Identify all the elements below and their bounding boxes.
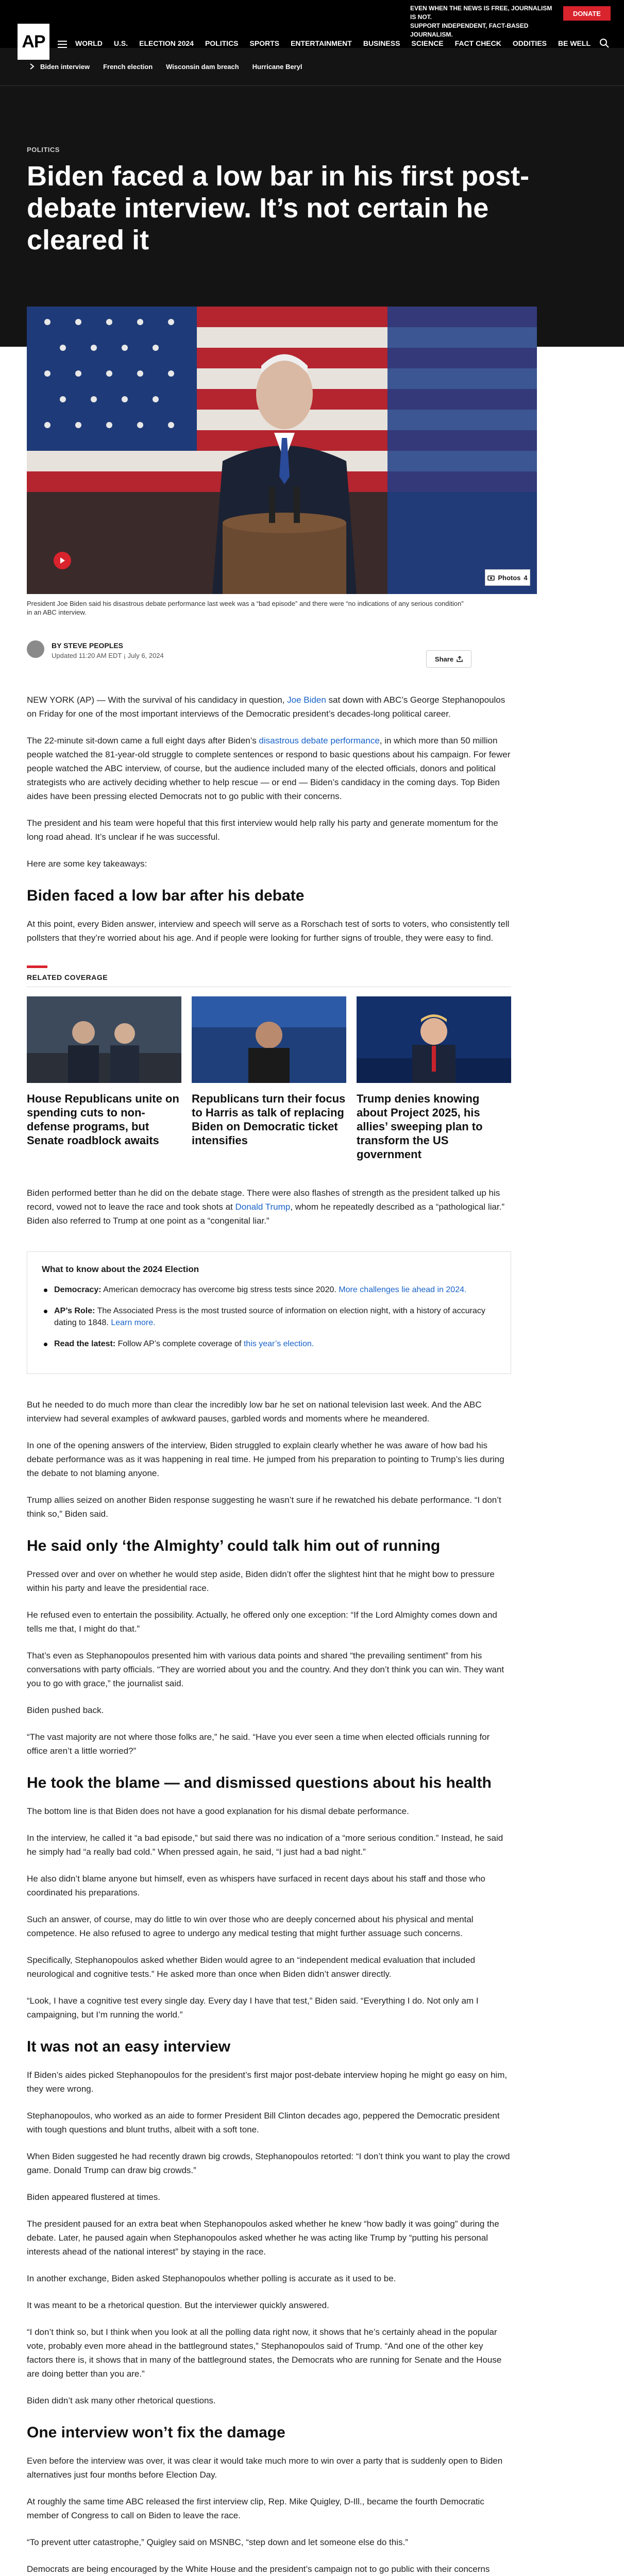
related-coverage — [27, 965, 511, 1161]
text-span: The Associated Press is the most trusted source of information on election night, with a history of accuracy dating to 1848. — [54, 1307, 485, 1327]
related-card[interactable] — [192, 996, 346, 1161]
section-heading: Biden faced a low bar after his debate — [27, 887, 305, 904]
camera-icon — [487, 574, 495, 581]
article-body — [27, 693, 511, 2576]
trending-nav — [0, 48, 624, 86]
promo-line-1: EVEN WHEN THE NEWS IS FREE, JOURNALISM IS NOT. — [410, 5, 552, 21]
photo-caption: President Joe Biden said his disastrous debate performance last week was a “bad episode” and there were “no indications of any serious condition” in an ABC interview. — [27, 600, 464, 616]
promo-line-2: SUPPORT INDEPENDENT, FACT-BASED JOURNALISM. — [410, 22, 529, 38]
paragraph: Democrats are being encouraged by the White House and the president’s campaign not to go public with their concerns — [27, 2564, 490, 2574]
section-label[interactable]: POLITICS — [27, 146, 60, 154]
paragraph: When Biden suggested he had recently drawn big crowds, Stephanopoulos retorted: “I don’t think you want to play the crowd game. Donald Trump can draw big crowds.” — [27, 2151, 510, 2175]
paragraph: The bottom line is that Biden does not have a good explanation for his dismal debate performance. — [27, 1806, 409, 1816]
donate-button[interactable]: DONATE — [563, 6, 611, 21]
trending-french-election[interactable]: French election — [103, 63, 153, 71]
paragraph — [27, 693, 511, 721]
link-donald-trump[interactable]: Donald Trump — [235, 1202, 291, 1212]
info-item-label: Democracy: — [54, 1285, 102, 1294]
paragraph: He also didn’t blame anyone but himself, even as whispers have surfaced in recent days about his staff and those who coordinated his preparations. — [27, 1874, 485, 1897]
text-span: American democracy has overcome big stress tests since 2020. — [101, 1285, 339, 1294]
author-name[interactable]: BY STEVE PEOPLES — [52, 641, 124, 650]
info-item — [42, 1305, 496, 1329]
related-card-title[interactable]: Republicans turn their focus to Harris as talk of replacing Biden on Democratic ticket intensifies — [192, 1092, 346, 1147]
photos-gallery-button[interactable] — [485, 569, 530, 586]
section-heading: He took the blame — and dismissed questions about his health — [27, 1774, 492, 1791]
related-thumbnail-image — [27, 996, 181, 1083]
paragraph — [27, 734, 511, 803]
paragraph: The president and his team were hopeful that this first interview would help rally his party and generate momentum for the long road ahead. It’s unclear if he was successful. — [27, 818, 498, 842]
link-election-coverage[interactable]: this year’s election. — [243, 1340, 314, 1348]
related-thumbnail-image — [192, 996, 346, 1083]
related-card-title[interactable]: House Republicans unite on spending cuts to non-defense programs, but Senate roadblock awaits — [27, 1092, 179, 1147]
paragraph: In the interview, he called it “a bad episode,” but said there was no indication of a “more serious condition.” Instead, he said he simply had “a really bad cold.” When pressed again, he said, “I just had a bad night.” — [27, 1833, 503, 1857]
info-item — [42, 1338, 496, 1350]
link-joe-biden[interactable]: Joe Biden — [287, 695, 326, 705]
ap-logo[interactable]: AP — [18, 24, 49, 60]
paragraph: In another exchange, Biden asked Stephanopoulos whether polling is accurate as it used to be. — [27, 2274, 396, 2283]
paragraph: It was meant to be a rhetorical question. But the interviewer quickly answered. — [27, 2300, 329, 2310]
related-card[interactable] — [27, 996, 181, 1161]
text-span: NEW YORK (AP) — With the survival of his candidacy in question, — [27, 695, 288, 705]
share-label: Share — [434, 655, 454, 663]
paragraph: That’s even as Stephanopoulos presented him with various data points and shared “the prevailing sentiment” from his conversations with party officials. “They are worried about you and the country. And they don’t think you can win. They want you to go with grace,” the journalist said. — [27, 1651, 504, 1688]
text-span: , in which more than 50 million people watched the 81-year-old struggle to complete sentences or respond to basic questions about his campaign. For fewer people watched the ABC interview, of course, but the audience included many of the elected officials, donors and political strategists who are actively deciding whether to help rescue — or end — Biden’s candidacy in the coming days. Top Biden aides have been pressing elected Democrats not to go public with their concerns. — [27, 736, 511, 801]
nav-politics[interactable]: POLITICS — [205, 39, 239, 47]
nav-entertainment[interactable]: ENTERTAINMENT — [291, 39, 352, 47]
paragraph: “To prevent utter catastrophe,” Quigley said on MSNBC, “step down and let someone else do this.” — [27, 2537, 408, 2547]
nav-business[interactable]: BUSINESS — [363, 39, 400, 47]
trending-biden-interview[interactable]: Biden interview — [40, 63, 90, 71]
text-span: Follow AP’s complete coverage of — [115, 1340, 244, 1348]
related-card-title[interactable]: Trump denies knowing about Project 2025, his allies’ sweeping plan to transform the US government — [357, 1092, 483, 1161]
hero-section — [0, 48, 624, 347]
promo-text — [410, 4, 554, 39]
paragraph: “Look, I have a cognitive test every single day. Every day I have that test,” Biden said. “Everything I do. Not only am I campaigning, but I’m running the world.” — [27, 1996, 479, 2020]
paragraph: “The vast majority are not where those folks are,” he said. “Have you ever seen a time when elected officials running for office aren’t a little worried?” — [27, 1732, 490, 1756]
trending-hurricane-beryl[interactable]: Hurricane Beryl — [252, 63, 302, 71]
paragraph: Biden pushed back. — [27, 1705, 104, 1715]
paragraph: At roughly the same time ABC released the first interview clip, Rep. Mike Quigley, D-Ill., became the fourth Democratic member of Congress to call on Biden to leave the race. — [27, 2497, 484, 2520]
nav-oddities[interactable]: ODDITIES — [512, 39, 547, 47]
nav-world[interactable]: WORLD — [75, 39, 103, 47]
section-heading: It was not an easy interview — [27, 2038, 231, 2055]
lead-photo[interactable] — [27, 307, 537, 594]
related-card[interactable] — [357, 996, 511, 1161]
paragraph: He refused even to entertain the possibility. Actually, he offered only one exception: “If the Lord Almighty comes down and tells me that, I might do that.” — [27, 1610, 497, 1634]
share-icon — [457, 656, 463, 662]
paragraph: The president paused for an extra beat when Stephanopoulos asked whether he knew “how badly it was going” during the debate. Later, he paused again when Stephanopoulos asked whether he was acting like Trump by “putting his personal interests ahead of the national interest” by staying in the race. — [27, 2219, 499, 2257]
share-button[interactable] — [426, 650, 471, 668]
nav-sports[interactable]: SPORTS — [249, 39, 280, 47]
paragraph: Biden appeared flustered at times. — [27, 2192, 160, 2202]
related-title: RELATED COVERAGE — [27, 973, 511, 987]
text-span: sat down with ABC’s George Stephanopoulos on Friday for one of the most important interviews of the Democratic president’s decades-long political career. — [27, 695, 505, 719]
flag-backdrop-image — [27, 307, 537, 594]
chevron-right-icon — [29, 63, 35, 70]
text-span: The 22-minute sit-down came a full eight days after Biden’s — [27, 736, 259, 745]
info-item-label: Read the latest: — [54, 1340, 116, 1348]
nav-science[interactable]: SCIENCE — [411, 39, 444, 47]
accent-bar — [27, 965, 47, 968]
trending-wisconsin-dam[interactable]: Wisconsin dam breach — [166, 63, 239, 71]
paragraph: Biden didn’t ask many other rhetorical questions. — [27, 2396, 216, 2405]
top-bar — [0, 0, 624, 48]
paragraph: Trump allies seized on another Biden response suggesting he wasn’t sure if he rewatched his debate performance. “I don’t think so,” Biden said. — [27, 1495, 501, 1519]
section-heading: He said only ‘the Almighty’ could talk him out of running — [27, 1537, 441, 1554]
paragraph: Pressed over and over on whether he would step aside, Biden didn’t offer the slightest hint that he might bow to pressure within his party and leave the presidential race. — [27, 1569, 495, 1593]
nav-be-well[interactable]: BE WELL — [558, 39, 591, 47]
nav-us[interactable]: U.S. — [113, 39, 128, 47]
section-heading: One interview won’t fix the damage — [27, 2424, 285, 2441]
paragraph: Even before the interview was over, it was clear it would take much more to win over a party that is suddenly open to Biden alternatives just four months before Election Day. — [27, 2456, 503, 2480]
link-learn-more[interactable]: Learn more. — [111, 1318, 156, 1327]
paragraph: Stephanopoulos, who worked as an aide to former President Bill Clinton decades ago, peppered the Democratic president with tough questions and blunt truths, albeit with a soft tone. — [27, 2111, 500, 2134]
updated-date: Updated 11:20 AM EDT ¡ July 6, 2024 — [52, 652, 164, 659]
text-span: Biden performed better than he did on the debate stage. There were also flashes of strength as the president talked up his record, vowed not to leave the race and took shots at — [27, 1188, 500, 1212]
related-thumbnail-image — [357, 996, 511, 1083]
author-avatar[interactable] — [27, 640, 44, 658]
main-nav — [75, 39, 591, 47]
info-item-label: AP’s Role: — [54, 1307, 95, 1315]
paragraph: Here are some key takeaways: — [27, 859, 147, 869]
page-title: Biden faced a low bar in his first post-debate interview. It’s not certain he cleared it — [27, 161, 530, 256]
search-icon[interactable] — [599, 38, 610, 48]
photos-label: Photos — [498, 573, 521, 582]
video-play-icon[interactable] — [54, 552, 71, 569]
link-more-challenges[interactable]: More challenges lie ahead in 2024. — [339, 1285, 467, 1294]
paragraph: If Biden’s aides picked Stephanopoulos for the president’s first major post-debate interview hoping he might go easy on him, they were wrong. — [27, 2070, 508, 2094]
paragraph: Such an answer, of course, may do little to win over those who are deeply concerned about his physical and mental competence. He also refused to agree to undergo any medical testing that might further assuage such concerns. — [27, 1914, 474, 1938]
photos-count: 4 — [524, 573, 528, 582]
menu-icon[interactable] — [58, 41, 67, 48]
paragraph — [27, 1186, 511, 1228]
paragraph: In one of the opening answers of the interview, Biden struggled to explain clearly whether he was aware of how bad his debate performance was as it was happening in real time. He jumped from his preparation to pointing to Trump’s lies during the debate to not blaming anyone. — [27, 1440, 504, 1478]
text-span: , whom he repeatedly described as a “pathological liar.” Biden also referred to Trump at one point as a “congenital liar.” — [27, 1202, 505, 1226]
paragraph: “I don’t think so, but I think when you look at all the polling data right now, it shows that he’s certainly ahead in the popular vote, probably even more ahead in the battleground states,” Stephanopoulos said of Trump. “And one of the other key factors there is, it shows that in many of the battleground states, the Democrats who are running for Senate and the House are doing better than you are.” — [27, 2327, 502, 2379]
info-box-title: What to know about the 2024 Election — [42, 1264, 199, 1274]
link-debate-performance[interactable]: disastrous debate performance — [259, 736, 380, 745]
info-item — [42, 1284, 496, 1296]
paragraph: Specifically, Stephanopoulos asked whether Biden would agree to an “independent medical evaluation that included neurological and cognitive tests.” He asked more than once when Biden didn’t answer directly. — [27, 1955, 476, 1979]
nav-fact-check[interactable]: FACT CHECK — [454, 39, 501, 47]
paragraph: At this point, every Biden answer, interview and speech will serve as a Rorschach test of sorts to voters, who consistently tell pollsters that they’re worried about his age. And if people were looking for further signs of trouble, they were easy to find. — [27, 919, 510, 943]
nav-election-2024[interactable]: ELECTION 2024 — [139, 39, 194, 47]
election-info-box — [27, 1251, 511, 1374]
paragraph: But he needed to do much more than clear the incredibly low bar he set on national television last week. And the ABC interview had several examples of awkward pauses, garbled words and moments where he meandered. — [27, 1400, 482, 1423]
